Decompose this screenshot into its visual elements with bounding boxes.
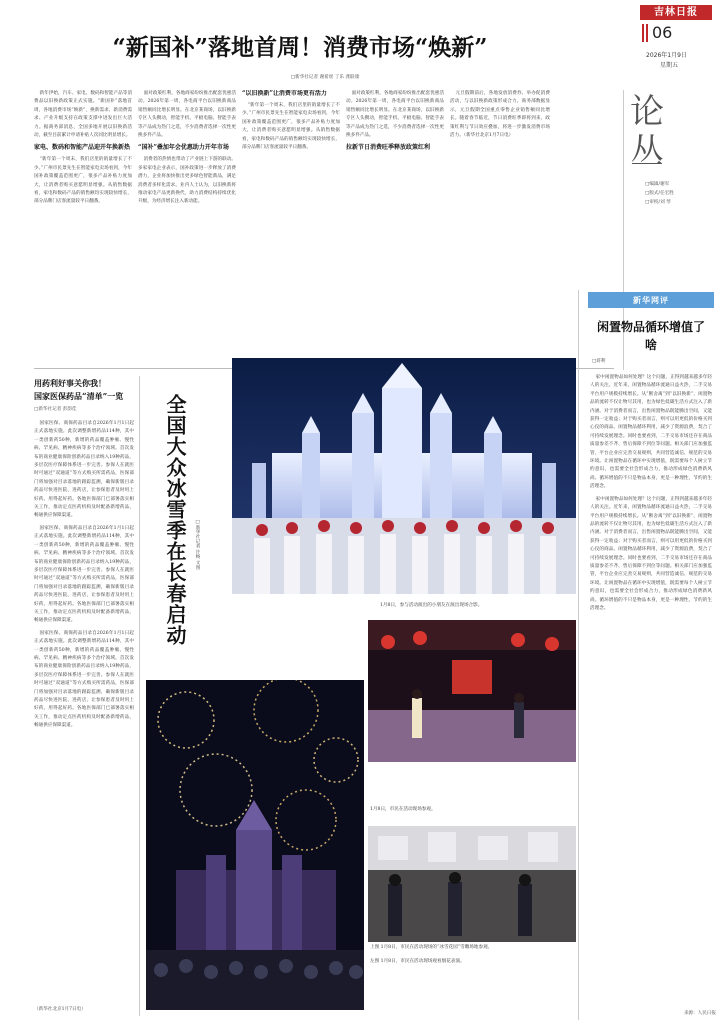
fireworks-photo: [146, 680, 364, 1010]
lead-column-2: [138, 90, 236, 360]
column-body-text-2: 家中闲置物品如何处理？这个问题，正得到越来越多年轻人的关注。近年来，闲置物品循环流通日益火热，二手交易平台用户规模持续增长。从“断舍离”到“以旧换新”，闲置物品的流转不仅让物尽其用，也为绿色低碳生活方式注入了新内涵。对于消费者而言，出售闲置物品既能腾出空间，又能获得一定收益；对于购买者而言，则可以用更低的价格买到心仪的商品。闲置物品循环利用，减少了资源浪费，契合了可持续发展理念。同时也要看到，二手交易市场还存在商品质量参差不齐、售后保障不到位等问题。相关部门应加强监管，平台企业应完善交易规则，共同营造诚信、规范的交易环境。让闲置物品在循环中实现增值，既需要每个人树立节约意识，也需要全社会形成合力，推动形成绿色消费新风尚。循环增值的不只是物品本身，更是一种理性、节约的生活理念。: [590, 496, 712, 611]
section-title: 论 丛: [630, 92, 666, 172]
lead-column-5: [450, 90, 550, 360]
column-body: [590, 374, 712, 1004]
dancer-lanterns-photo: [368, 620, 576, 762]
lead-column-4: [346, 90, 444, 360]
column-source: 来源：人民日报: [683, 1011, 716, 1016]
photo-story-byline: □新华社记者 许畅 文图: [195, 520, 200, 570]
lead-col3-text: 面对政策红利，各地商家纷纷推出配套优惠活动。2026年第一周，各电商平台以旧换新商品销售额同比增长明显。在北京某商场，以旧换新专区人头攒动，智能手机、平板电脑、智能手表等产品成为热门之选，不少消费者选择一次性更换多件产品。: [138, 91, 236, 139]
lead-col5-text-a: 面对政策红利，各地商家纷纷推出配套优惠活动。2026年第一周，各电商平台以旧换新商品销售额同比增长明显。在北京某商场，以旧换新专区人头攒动，智能手机、平板电脑、智能手表等产品成为热门之选，不少消费者选择一次性更换多件产品。: [346, 91, 444, 139]
lead-subhead-1: 家电、数码和智能产品迎开年换新热: [34, 144, 131, 152]
sculpture-graphic: [368, 826, 576, 942]
page-number-bar: [646, 24, 648, 42]
column-byline: □蒋利: [592, 359, 606, 364]
lead-col1-text: 新年伊始，汽车、家电、数码和智能产品等消费品以旧换新政策正式实施。“新国补”落地首周，各地消费市场“焕新”，换新需求、新消费需求、产业升级支持在政策支撑中迸发出巨大活力。据商务部消息，全国多地开展以旧换新活动，截至目前累计申请补贴人次同比明显增长。: [34, 91, 132, 139]
staff-editor: □编辑/谢军: [645, 182, 670, 187]
column-tag: [588, 292, 714, 308]
health-body-text-3: 国家医保、商保药品目录自2026年1月1日起正式落地实施。此次调整新增药品114种，其中一类创新药50种，新增的药品覆盖肿瘤、慢性病、罕见病、精神疾病等多个治疗领域。首次发布的商业健康保险创新药品目录纳入19种药品，多层次医疗保障体系进一步完善。参保人在就医时可通过“双通道”等方式购买所需药品，医保部门将加强对目录落地的跟踪监测，确保新版目录药品尽快进医院、进药店，让参保患者及时用上好药、用得起好药。各地医保部门已部署落实相关工作，推动定点医药机构及时配备新增药品，畅通供应保障渠道。: [34, 630, 134, 729]
photo-story-headline: 全国大众冰雪季在长春启动: [163, 394, 187, 646]
staff-layout: □版式/任宏胜: [645, 191, 674, 196]
lead-col2-text: “新年第一个周末，我们店里的销量增长了不少。”广州市民景先生在智能家电卖场看到，今年国补政策覆盖范围更广，很多产品补贴力度加大，让消费者购买意愿明显增强。从销售数据看，家电和数码产品的销售额均实现较快增长，部分品牌门店客流量较平日翻番。: [34, 157, 132, 205]
ice-castle-graphic: [232, 358, 576, 594]
bottom-photo-caption-2: 左图 1月8日，市民在活动现场观看烟花表演。: [370, 959, 465, 964]
lead-column-3: [242, 90, 340, 360]
health-body-text-1: 国家医保、商保药品目录自2026年1月1日起正式落地实施。此次调整新增药品114种，其中一类创新药50种，新增的药品覆盖肿瘤、慢性病、罕见病、精神疾病等多个治疗领域。首次发布的商业健康保险创新药品目录纳入19种药品，多层次医疗保障体系进一步完善。参保人在就医时可通过“双通道”等方式购买所需药品，医保部门将加强对目录落地的跟踪监测，确保新版目录药品尽快进医院、进药店，让参保患者及时用上好药、用得起好药。各地医保部门已部署落实相关工作，推动定点医药机构及时配备新增药品，畅通供应保障渠道。: [34, 421, 134, 519]
page-number-box: [642, 24, 704, 42]
divider-left-column: [139, 376, 140, 1016]
lead-headline: “新国补”落地首周！消费市场“焕新”: [112, 34, 488, 61]
issue-date: 2026年1月9日: [646, 52, 687, 59]
column-headline: 闲置物品循环增值了啥: [596, 320, 705, 352]
dancer-photo-caption: 1月8日，市民在活动现场参观。: [370, 807, 436, 812]
lead-col5-text: 元旦假期前后，各地发放消费券、举办促消费活动，与以旧换新政策形成合力。商务部数据显示，元旦假期全国重点零售企业销售额同比增长。随着春节临近，节日消费旺季即将到来，政策红利与节日效应叠加，将进一步激发消费市场活力。（新华社北京1月7日电）: [450, 91, 550, 139]
main-photo-caption: 1月8日，参与活动演出的小朋友在演出现场合影。: [380, 603, 483, 608]
health-source: （新华社北京1月7日电）: [34, 1007, 86, 1012]
health-kicker: 用药利好事关你我！: [34, 378, 106, 388]
health-body-text-2: 国家医保、商保药品目录自2026年1月1日起正式落地实施。此次调整新增药品114种，其中一类创新药50种，新增的药品覆盖肿瘤、慢性病、罕见病、精神疾病等多个治疗领域。首次发布的商业健康保险创新药品目录纳入19种药品，多层次医疗保障体系进一步完善。参保人在就医时可通过“双通道”等方式购买所需药品，医保部门将加强对目录落地的跟踪监测，确保新版目录药品尽快进医院、进药店，让参保患者及时用上好药、用得起好药。各地医保部门已部署落实相关工作，推动定点医药机构及时配备新增药品，畅通供应保障渠道。: [34, 525, 134, 624]
health-body: [34, 420, 134, 1005]
lead-col4-repeat-text: “新年第一个周末，我们店里的销量增长了不少。”广州市民景先生在智能家电卖场看到，今年国补政策覆盖范围更广，很多产品补贴力度加大，让消费者购买意愿明显增强。从销售数据看，家电和数码产品的销售额均实现较快增长，部分品牌门店客流量较平日翻番。: [242, 103, 340, 151]
lead-subhead-3: “以旧换新”让消费市场更有活力: [242, 90, 327, 97]
lead-subhead-4: 拉新节日消费旺季释放政策红利: [346, 144, 431, 152]
lead-column-1: [34, 90, 132, 360]
divider-right-column: [578, 290, 579, 1020]
health-byline: □新华社记者 彭韵佳: [34, 407, 77, 412]
ice-sculpture-photo: [368, 826, 576, 942]
lead-byline: □新华社记者 谢希瑶 丁乐 龚联康: [290, 75, 360, 80]
issue-weekday: 星期五: [660, 62, 679, 69]
staff-proofread: □审校/刘 琴: [645, 200, 671, 205]
page-number: 06: [652, 23, 673, 42]
fireworks-graphic: [146, 680, 364, 1010]
column-tag-label: 新华网评: [633, 295, 669, 305]
lead-subhead-2: “国补”叠加年会优惠助力开年市场: [138, 144, 229, 152]
lead-col4-text: 消费者的热情也带动了产业链上下游的联动。多家家电企业表示，国补政策进一步释放了消费潜力，企业将加快推出更多绿色智能新品，满足消费者多样化需求。业内人士认为，以旧换新将推动家电产品更新换代，助力消费结构持续优化升级，为经济增长注入新动能。: [138, 157, 236, 205]
ice-castle-stage-photo: [232, 358, 576, 594]
dancer-graphic: [368, 620, 576, 762]
health-headline: 国家医保药品“清单”一览: [34, 391, 124, 401]
bottom-photo-caption-1: 上图 1月8日，市民在活动现场的“冰雪花园”雪雕场地参观。: [370, 945, 493, 950]
section-staff-list: [645, 180, 715, 207]
paper-name-logo: 吉林日报: [640, 5, 712, 20]
column-body-text-1: 家中闲置物品如何处理？这个问题，正得到越来越多年轻人的关注。近年来，闲置物品循环流通日益火热，二手交易平台用户规模持续增长。从“断舍离”到“以旧换新”，闲置物品的流转不仅让物尽其用，也为绿色低碳生活方式注入了新内涵。对于消费者而言，出售闲置物品既能腾出空间，又能获得一定收益；对于购买者而言，则可以用更低的价格买到心仪的商品。闲置物品循环利用，减少了资源浪费，契合了可持续发展理念。同时也要看到，二手交易市场还存在商品质量参差不齐、售后保障不到位等问题。相关部门应加强监管，平台企业应完善交易规则，共同营造诚信、规范的交易环境。让闲置物品在循环中实现增值，既需要每个人树立节约意识，也需要全社会形成合力，推动形成绿色消费新风尚。循环增值的不只是物品本身，更是一种理性、节约的生活理念。: [590, 375, 712, 490]
